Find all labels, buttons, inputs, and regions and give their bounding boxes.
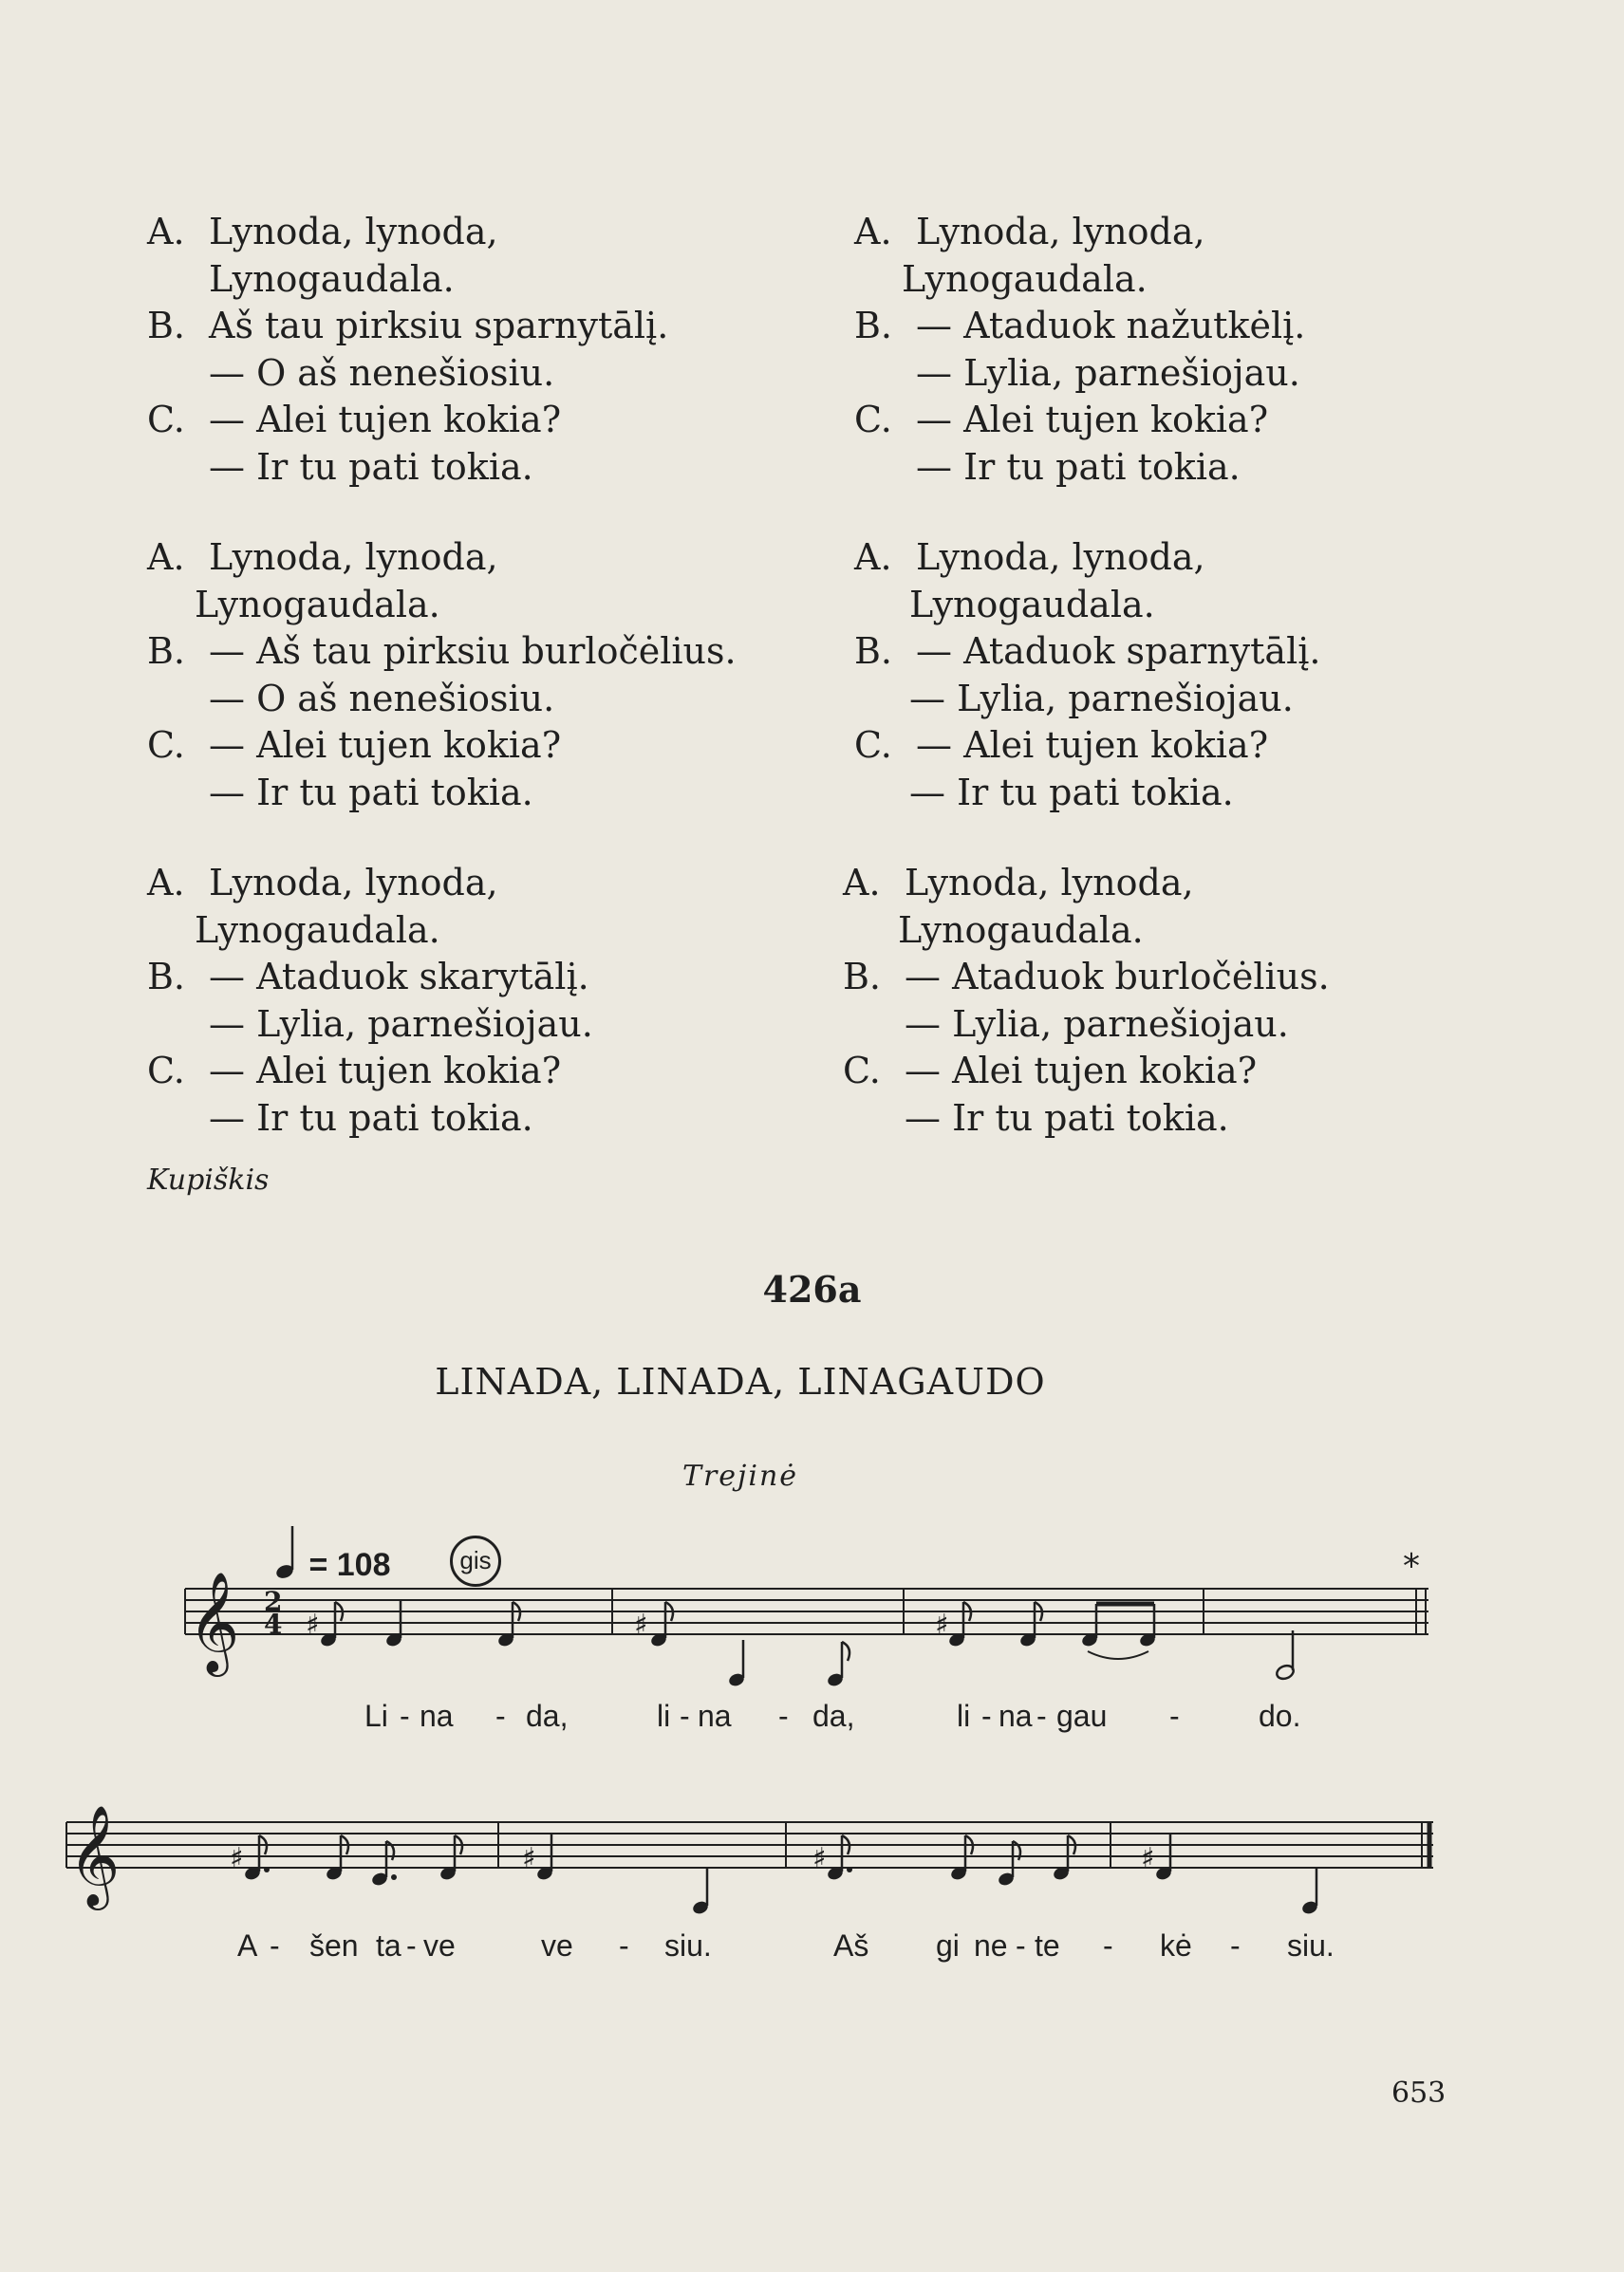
verse-line: — Lylia, parnešiojau. [909, 677, 1294, 719]
verse-line: Lynoda, lynoda, [209, 862, 498, 903]
lyric-hyphen: - [680, 1699, 690, 1733]
speaker-label: A. [147, 536, 185, 578]
song-title: LINADA, LINADA, LINAGAUDO [435, 1361, 1046, 1403]
verse-line: — Alei tujen kokia? [916, 399, 1269, 440]
verse-line: — Ir tu pati tokia. [909, 771, 1234, 813]
verse-line: — Ataduok nažutkėlį. [916, 305, 1306, 346]
verse-line: — Ir tu pati tokia. [209, 771, 533, 813]
verse-line: — Ir tu pati tokia. [209, 1096, 533, 1139]
footnote-mark: * [1403, 1547, 1420, 1586]
speaker-label: A. [147, 211, 185, 252]
lyric-hyphen: - [1169, 1699, 1180, 1733]
verse-line: Lynoda, lynoda, [916, 211, 1205, 252]
speaker-label: B. [854, 305, 893, 346]
speaker-label: C. [147, 724, 185, 766]
verse-line: — Ataduok sparnytālį. [916, 630, 1321, 672]
lyric-syllable: šen [309, 1928, 359, 1963]
verse-line: — Lylia, parnešiojau. [916, 351, 1300, 394]
lyric-hyphen: - [400, 1699, 410, 1733]
lyric-syllable: ve [423, 1928, 456, 1963]
verse-line: — Ir tu pati tokia. [209, 445, 533, 488]
speaker-label: C. [843, 1050, 881, 1091]
speaker-label: C. [147, 1050, 185, 1091]
speaker-label: C. [854, 724, 892, 766]
speaker-label: B. [147, 305, 186, 346]
lyric-syllable: da, [526, 1699, 569, 1733]
verse-line: Aš tau pirksiu sparnytālį. [209, 305, 669, 346]
speaker-label: A. [854, 211, 892, 252]
lyric-syllable: li [657, 1699, 671, 1733]
lyric-hyphen: - [270, 1928, 280, 1963]
verse-line: — Ataduok burločėlius. [905, 956, 1330, 997]
key-indicator: gis [450, 1536, 501, 1587]
verse-line: — Lylia, parnešiojau. [209, 1002, 593, 1045]
lyric-hyphen: - [1230, 1928, 1241, 1963]
lyric-syllable: siu. [1287, 1928, 1335, 1963]
verse-line: — Lylia, parnešiojau. [905, 1002, 1289, 1045]
lyric-hyphen: - [778, 1699, 789, 1733]
verse-line: Lynoda, lynoda, [916, 536, 1205, 578]
verse-line: Lynoda, lynoda, [905, 862, 1194, 903]
verse-line: — Alei tujen kokia? [905, 1050, 1258, 1091]
lyric-syllable: gau [1056, 1699, 1108, 1733]
verse-line: — Ataduok skarytālį. [209, 956, 589, 997]
verse-line: — Alei tujen kokia? [209, 399, 562, 440]
svg-text:♯: ♯ [812, 1842, 827, 1875]
lyric-syllable: na [420, 1699, 454, 1733]
verse-line: — O aš nenešiosiu. [209, 677, 555, 719]
verse-line: Lynogaudala. [195, 908, 440, 951]
song-number: 426a [762, 1268, 862, 1311]
place-name: Kupiškis [147, 1164, 270, 1197]
verse-line: — O aš nenešiosiu. [209, 351, 555, 394]
lyric-syllable: kė [1160, 1928, 1192, 1963]
lyric-hyphen: - [1103, 1928, 1113, 1963]
svg-text:♯: ♯ [522, 1842, 536, 1875]
lyric-syllable: te [1035, 1928, 1060, 1963]
speaker-label: A. [147, 862, 185, 903]
lyric-syllable: Li [364, 1699, 388, 1733]
svg-text:♯: ♯ [1141, 1842, 1155, 1875]
verse-line: Lynogaudala. [209, 257, 455, 300]
treble-clef-icon: 𝄞 [68, 1804, 121, 1906]
verse-line: — Alei tujen kokia? [209, 1050, 562, 1091]
lyric-hyphen: - [1016, 1928, 1026, 1963]
lyric-syllable: ne [974, 1928, 1008, 1963]
lyric-syllable: A [237, 1928, 258, 1963]
lyric-hyphen: - [981, 1699, 992, 1733]
lyric-hyphen: - [1036, 1699, 1047, 1733]
time-signature-bottom: 4 [264, 1609, 283, 1640]
staff-1 [185, 1589, 1428, 1634]
speaker-label: B. [147, 956, 186, 997]
verse-line: — Alei tujen kokia? [209, 724, 562, 766]
lyric-syllable: gi [936, 1928, 960, 1963]
lyric-syllable: na [999, 1699, 1033, 1733]
speaker-label: C. [147, 399, 185, 440]
verse-line: — Ir tu pati tokia. [916, 445, 1241, 488]
speaker-label: C. [854, 399, 892, 440]
verse-line: Lynogaudala. [898, 908, 1144, 951]
lyric-syllable: na [698, 1699, 732, 1733]
lyric-syllable: do. [1259, 1699, 1301, 1733]
lyric-syllable: ve [541, 1928, 573, 1963]
lyric-hyphen: - [406, 1928, 417, 1963]
page-number: 653 [1391, 2076, 1447, 2110]
speaker-label: B. [854, 630, 893, 672]
svg-text:♯: ♯ [306, 1609, 320, 1642]
speaker-label: B. [147, 630, 186, 672]
svg-text:♯: ♯ [230, 1842, 244, 1875]
tempo-value: = 108 [308, 1547, 391, 1583]
lyric-syllable: Aš [833, 1928, 869, 1963]
verse-line: Lynoda, lynoda, [209, 536, 498, 578]
speaker-label: B. [843, 956, 882, 997]
verse-line: — Ir tu pati tokia. [905, 1096, 1229, 1139]
verse-line: Lynogaudala. [909, 583, 1155, 625]
treble-clef-icon: 𝄞 [188, 1571, 240, 1672]
lyric-syllable: li [957, 1699, 971, 1733]
speaker-label: A. [854, 536, 892, 578]
meter-label: Trejinė [681, 1460, 799, 1493]
svg-text:♯: ♯ [935, 1609, 949, 1642]
verse-line: Lynogaudala. [902, 257, 1148, 300]
verse-line: — Aš tau pirksiu burločėlius. [209, 630, 737, 672]
staff-1-notes [306, 1600, 1296, 1688]
verse-line: Lynogaudala. [195, 583, 440, 625]
lyric-syllable: siu. [664, 1928, 712, 1963]
lyric-syllable: da, [812, 1699, 855, 1733]
time-signature-top: 2 [264, 1586, 283, 1617]
verse-line: — Alei tujen kokia? [916, 724, 1269, 766]
lyric-hyphen: - [619, 1928, 629, 1963]
speaker-label: A. [843, 862, 881, 903]
lyric-syllable: ta [376, 1928, 401, 1963]
svg-text:♯: ♯ [634, 1609, 648, 1642]
staff-2 [66, 1822, 1433, 1868]
verse-line: Lynoda, lynoda, [209, 211, 498, 252]
lyric-hyphen: - [495, 1699, 506, 1733]
